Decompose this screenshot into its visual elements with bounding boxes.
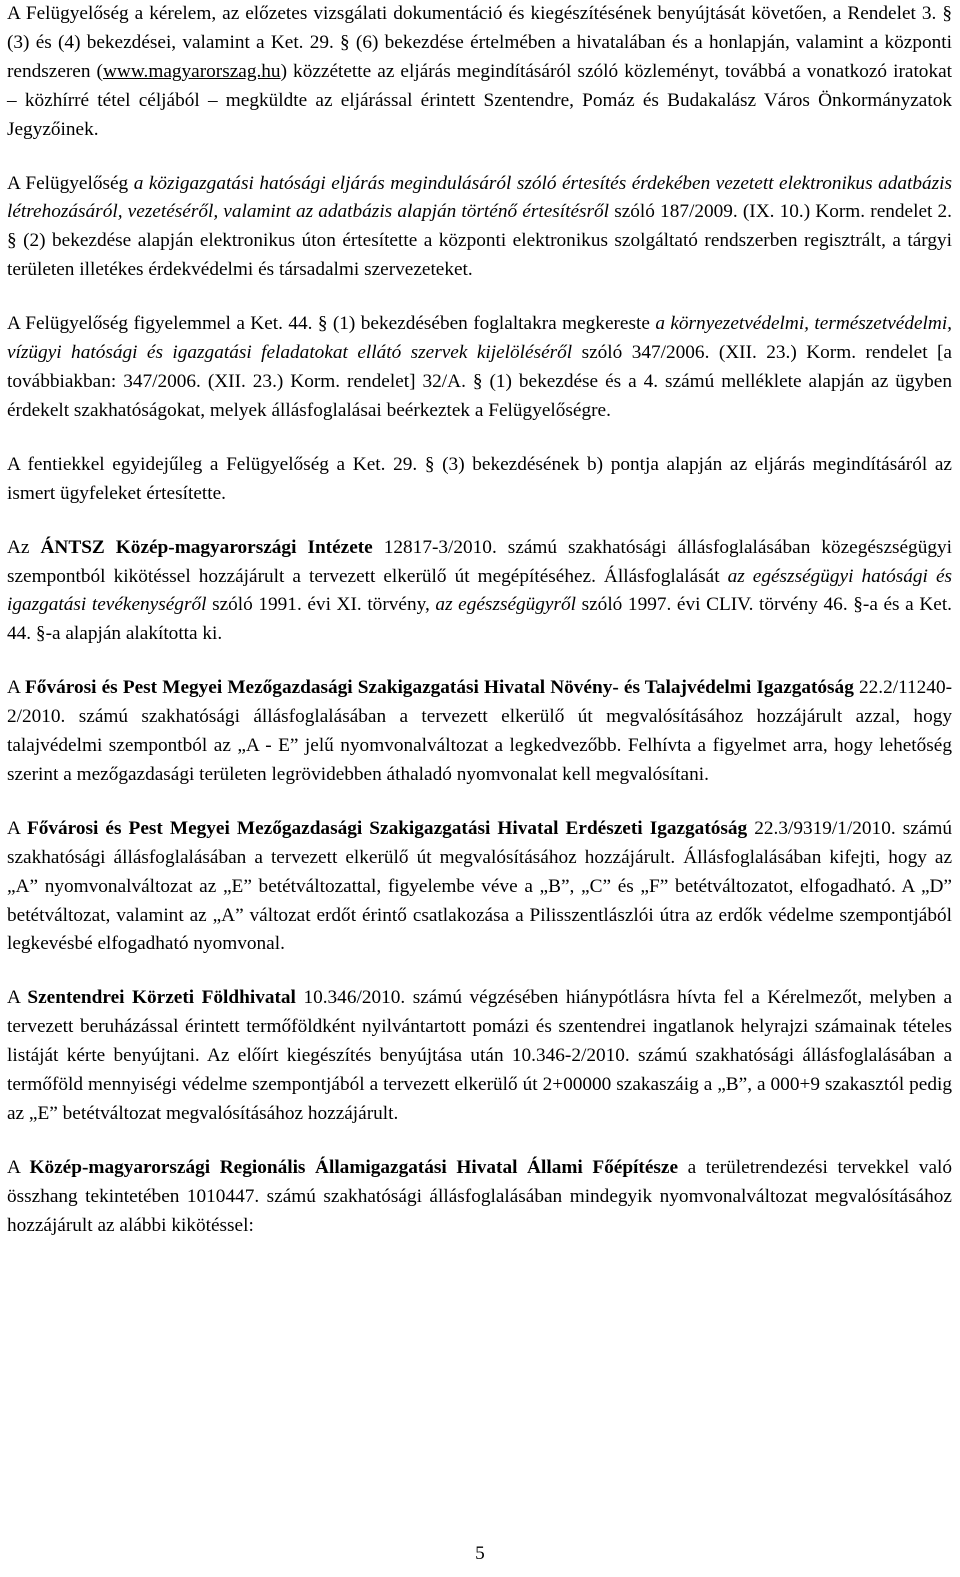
text-segment: A (7, 987, 28, 1009)
authority-name: Szentendrei Körzeti Földhivatal (27, 987, 296, 1009)
text-segment: A (7, 677, 26, 699)
page-number: 5 (475, 1543, 485, 1564)
text-segment: szóló 1997. évi CLIV. törvény 46. §-a és a Ket. 44. §-a alapján alakította ki. (7, 594, 952, 645)
text-segment: szóló 1991. évi XI. törvény, (206, 594, 436, 616)
authority-name: Fővárosi és Pest Megyei Mezőgazdasági Szakigazgatási Hivatal Erdészeti Igazgatóság (26, 817, 748, 839)
paragraph-clients-notified (7, 451, 952, 509)
text-segment: 22.2/11240-2/2010. számú szakhatósági állásfoglalásában a tervezett elkerülő út megvalósításához hozzájárult azzal, hogy talajvédelmi szempontból az „A - E” jelű nyomvonalváltozat a legkedvezőbb. Felhívta a figyelmet arra, hogy lehetőség szerint a mezőgazdasági területen legrövidebben áthaladó nyomvonalat kell megvalósítani. (7, 677, 953, 785)
paragraph-plant-soil-protection (7, 674, 952, 790)
website-link[interactable]: www.magyarorszag.hu (102, 60, 281, 82)
paragraph-land-office (7, 984, 952, 1129)
text-segment: A (7, 1156, 30, 1178)
authority-name: ÁNTSZ Közép-magyarországi Intézete (40, 536, 373, 558)
text-segment: Az (7, 536, 41, 558)
text-segment: szóló 347/2006. (XII. 23.) Korm. rendelet [a továbbiakban: 347/2006. (XII. 23.) Korm. rendelet] 32/A. § (1) bekezdése és a 4. számú melléklete alapján az ügyben érdekelt szakhatóságokat, melyek állásfoglalásai beérkeztek a Felügyelőségre. (7, 342, 952, 421)
text-segment-italic: az egészségügyi hatósági és igazgatási tevékenységről (7, 565, 953, 616)
text-segment: 12817-3/2010. számú szakhatósági állásfoglalásában közegészségügyi szempontból kikötéssel hozzájárult a tervezett elkerülő út megépítéséhez. Állásfoglalását (7, 536, 952, 587)
paragraph-forestry (7, 815, 952, 960)
text-segment: szóló 187/2009. (IX. 10.) Korm. rendelet 2. § (2) bekezdése alapján elektronikus úton értesítette a központi elektronikus szolgáltató rendszerben regisztrált, a tárgyi területen illetékes érdekvédelmi és társadalmi szervezeteket. (7, 201, 952, 281)
paragraph-antsz (7, 534, 952, 650)
text-segment: 10.346/2010. számú végzésében hiánypótlásra hívta fel a Kérelmezőt, melyben a tervezett beruházással érintett termőföldként nyilvántartott pomázi és szentendrei ingatlanok helyrajzi számainak tételes listáját kérte benyújtani. Az előírt kiegészítés benyújtása után 10.346-2/2010. számú szakhatósági állásfoglalásában a termőföld mennyiségi védelme szempontjából a tervezett elkerülő út 2+00000 szakaszáig a „B”, a 000+9 szakasztól pedig az „E” betétváltozat megvalósításához hozzájárult. (7, 987, 953, 1124)
paragraph-publication (7, 0, 952, 145)
text-segment: a területrendezési tervekkel való összhang tekintetében 1010447. számú szakhatósági állásfoglalásában mindegyik nyomvonalváltozat megvalósításához hozzájárult az alábbi kikötéssel: (7, 1156, 953, 1236)
authority-name: Közép-magyarországi Regionális Államigazgatási Hivatal Állami Főépítésze (29, 1156, 679, 1178)
text-segment-italic: a közigazgatási hatósági eljárás megindulásáról szóló értesítés érdekében vezetett elektronikus adatbázis létrehozásáról, vezetéséről, valamint az adatbázis alapján történő értesítésről (7, 172, 952, 223)
paragraph-chief-architect (7, 1154, 952, 1241)
text-segment: A Felügyelőség figyelemmel a Ket. 44. § (1) bekezdésében foglaltakra megkereste (7, 313, 656, 335)
paragraph-electronic-notice (7, 170, 952, 286)
document-page (7, 0, 952, 1241)
text-segment: A Felügyelőség a kérelem, az előzetes vizsgálati dokumentáció és kiegészítésének benyújtását követően, a Rendelet 3. § (3) és (4) bekezdései, valamint a Ket. 29. § (6) bekezdése értelmében a hivatalában és a honlapján, valamint a központi rendszeren ( (7, 3, 952, 82)
text-segment: ) közzétette az eljárás megindításáról szóló közleményt, továbbá a vonatkozó iratokat – közhírré tétel céljából – megküldte az eljárással érintett Szentendre, Pomáz és Budakalász Város Önkormányzatok Jegyzőinek. (7, 60, 952, 140)
text-segment: 22.3/9319/1/2010. számú szakhatósági állásfoglalásában a tervezett elkerülő út megvalósításához hozzájárult. Állásfoglalásában kifejti, hogy az „A” nyomvonalváltozat az „E” betétváltozattal, figyelembe véve a „B”, „C” és „F” betétváltozatot, elfogadható. A „D” betétváltozat, valamint az „A” változat erdőt érintő csatlakozása a Pilisszentlászlói útra az erdők védelme szempontjából legkevésbé elfogadható nyomvonal. (7, 817, 952, 955)
paragraph-authorities-contacted (7, 310, 952, 426)
text-segment: A fentiekkel egyidejűleg a Felügyelőség a Ket. 29. § (3) bekezdésének b) pontja alapján az eljárás megindításáról az ismert ügyfeleket értesítette. (7, 453, 952, 504)
text-segment-italic: az egészségügyről (435, 594, 576, 616)
text-segment: A Felügyelőség (7, 172, 134, 194)
authority-name: Fővárosi és Pest Megyei Mezőgazdasági Szakigazgatási Hivatal Növény- és Talajvédelmi Igazgatóság (25, 677, 854, 699)
text-segment: A (7, 817, 27, 839)
text-segment-italic: a környezetvédelmi, természetvédelmi, vízügyi hatósági és igazgatási feladatokat ellátó szervek kijelöléséről (7, 313, 952, 364)
